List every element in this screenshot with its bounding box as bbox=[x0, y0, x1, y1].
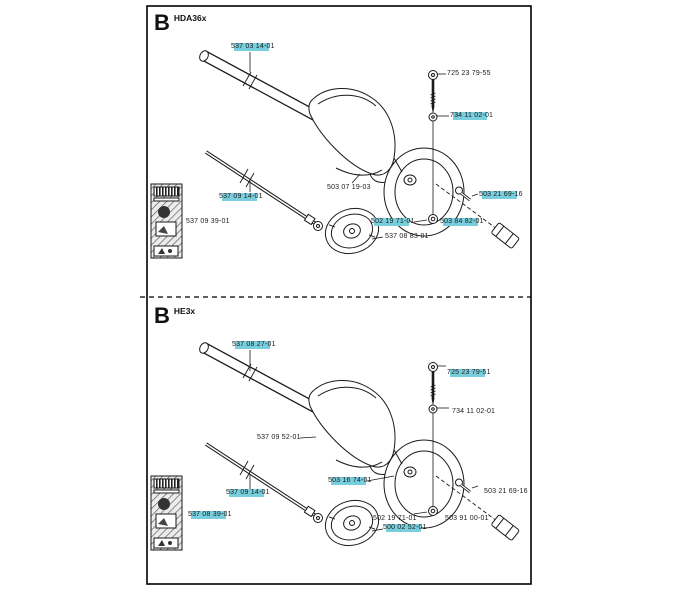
part-number-label[interactable]: 503 84 82-01 bbox=[440, 218, 484, 225]
panel-header-he3x bbox=[154, 303, 195, 329]
part-number-label: 537 08 83-01 bbox=[385, 233, 429, 240]
model-label: HDA36x bbox=[173, 13, 207, 23]
part-number-label[interactable]: 734 11 02-01 bbox=[450, 112, 494, 119]
part-number-label[interactable]: 537 09 14-01 bbox=[219, 193, 263, 200]
part-number-label: 503 21 69-16 bbox=[484, 488, 528, 495]
part-number-label: 537 09 39-01 bbox=[186, 218, 230, 225]
section-letter: B bbox=[154, 10, 170, 35]
section-letter: B bbox=[154, 303, 170, 328]
part-number-label: 537 09 52-01 bbox=[257, 434, 301, 441]
part-number-label[interactable]: 502 19 71-01 bbox=[371, 218, 415, 225]
assembly-drawing-hda36x bbox=[151, 49, 520, 260]
part-number-label[interactable]: 500 02 52-01 bbox=[383, 524, 427, 531]
part-number-label[interactable]: 537 03 14-01 bbox=[231, 43, 275, 50]
part-number-label[interactable]: 503 16 74-01 bbox=[328, 477, 372, 484]
part-number-label[interactable]: 537 08 39-01 bbox=[188, 511, 232, 518]
model-label: HE3x bbox=[173, 306, 196, 316]
part-number-label: 503 91 00-01 bbox=[445, 515, 489, 522]
panel-header-hda36x bbox=[154, 10, 207, 36]
part-number-label: 734 11 02-01 bbox=[452, 408, 496, 415]
part-number-label[interactable]: 503 21 69-16 bbox=[479, 191, 523, 198]
part-number-label[interactable]: 537 09 14-01 bbox=[226, 489, 270, 496]
part-number-label[interactable]: 537 08 27-01 bbox=[232, 341, 276, 348]
part-number-label[interactable]: 725 23 79-51 bbox=[447, 369, 491, 376]
part-number-label: 503 07 19-03 bbox=[327, 184, 371, 191]
part-number-label: 725 23 79-55 bbox=[447, 70, 491, 77]
part-number-label: 502 19 71-01 bbox=[373, 515, 417, 522]
